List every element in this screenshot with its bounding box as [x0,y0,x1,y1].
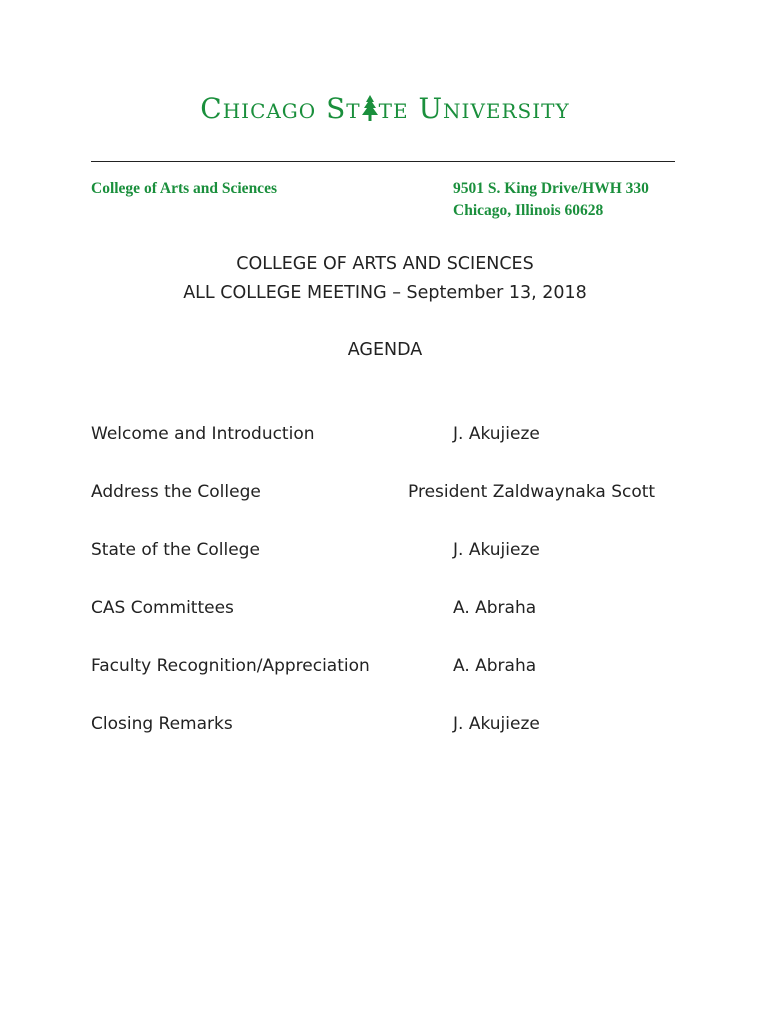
agenda-item: Address the College [91,482,261,502]
pine-tree-icon [362,95,378,128]
agenda-presenter: President Zaldwaynaka Scott [408,482,656,502]
agenda-presenter: J. Akujieze [453,424,540,444]
document-title [0,250,770,308]
agenda-row [0,540,770,566]
title-line-2: ALL COLLEGE MEETING – September 13, 2018 [183,283,587,303]
agenda-item: Welcome and Introduction [91,424,315,444]
agenda-heading: AGENDA [347,340,423,360]
agenda-row [0,656,770,682]
logo-text-part2: te University [378,92,570,125]
agenda-row [0,598,770,624]
agenda-item: Closing Remarks [91,714,233,734]
agenda-row [0,424,770,450]
agenda-presenter: A. Abraha [453,598,537,618]
college-name: College of Arts and Sciences [91,180,277,197]
agenda-item: Faculty Recognition/Appreciation [91,656,370,676]
agenda-row [0,482,770,508]
agenda-item: State of the College [91,540,260,560]
agenda-presenter: A. Abraha [453,656,537,676]
agenda-row [0,714,770,740]
address-line-1: 9501 S. King Drive/HWH 330 [453,180,649,197]
address-line-2: Chicago, Illinois 60628 [453,202,604,219]
university-logo [0,92,770,128]
agenda-item: CAS Committees [91,598,234,618]
logo-text-part1: Chicago St [200,92,361,125]
agenda-presenter: J. Akujieze [453,540,540,560]
title-line-1: COLLEGE OF ARTS AND SCIENCES [236,254,534,274]
agenda-presenter: J. Akujieze [453,714,540,734]
address-block [453,178,649,222]
header-divider [91,161,675,162]
